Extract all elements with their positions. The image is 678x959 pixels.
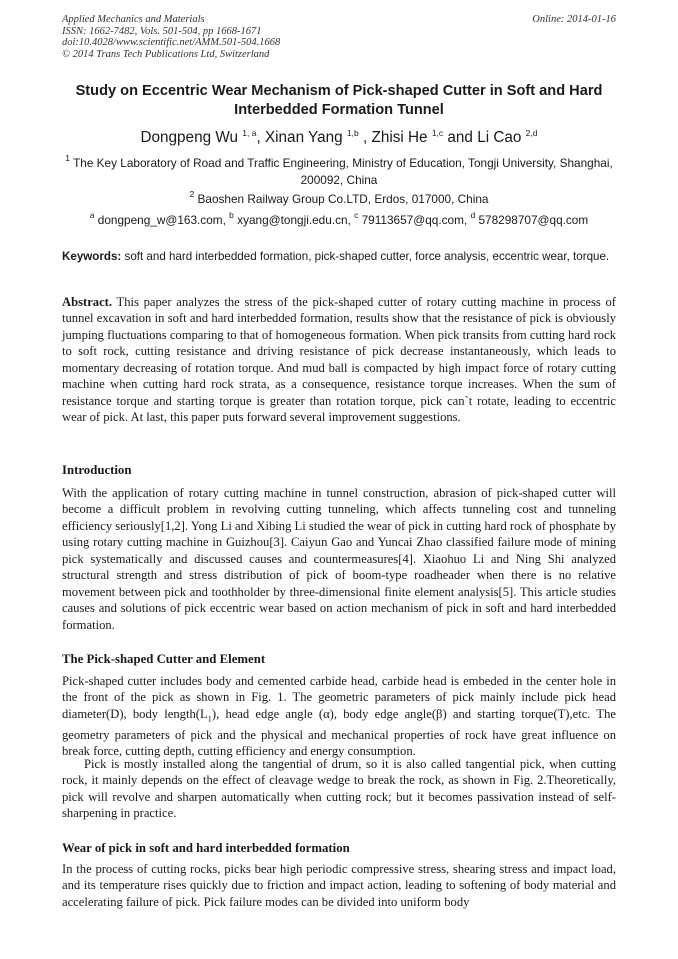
pick-cutter-paragraph-1 (62, 673, 616, 760)
paragraph-text: ), head edge angle (α), body edge angle(β) and starting torque(T),etc. The geometry parameters of pick and the physical and mechanical properties of rock have great influence on break force, cutting depth, cutting efficiency and energy consumption. (62, 706, 616, 759)
wear-paragraph: In the process of cutting rocks, picks bear high periodic compressive stress, shearing stress and impact load, and its temperature rises quickly due to friction and impact action, leading to softening of body material and accelerating failure of pick. Pick failure modes can be divided into uniform body (62, 862, 616, 909)
email-address[interactable]: xyang@tongji.edu.cn (237, 213, 348, 227)
doi-line: doi:10.4028/www.scientific.net/AMM.501-504.1668 (62, 37, 281, 48)
email-list: $^a$ dongpeng_w@163.com, $^b$ xyang@tongji.edu.cn, $^c$ 79113657@qq.com, $^d$ 578298707@qq.com (89, 210, 589, 227)
issn-line: ISSN: 1662-7482, Vols. 501-504, pp 1668-1671 (62, 25, 262, 37)
journal-name: Applied Mechanics and Materials (62, 14, 205, 25)
author-name: Li Cao (477, 129, 522, 146)
email-mark: d (470, 210, 476, 220)
author-name: Xinan Yang (264, 129, 343, 146)
copyright-line: © 2014 Trans Tech Publications Ltd, Switzerland (62, 48, 270, 60)
online-date: Online: 2014-01-16 (532, 14, 616, 25)
keywords (62, 250, 616, 265)
affiliation-mark: 2 (189, 189, 195, 199)
email-mark: a (89, 210, 95, 220)
email-mark: c (354, 210, 359, 220)
paper-title: Study on Eccentric Wear Mechanism of Pick-shaped Cutter in Soft and Hard Interbedded Formation Tunnel (75, 83, 603, 118)
journal-header (62, 14, 280, 60)
author-list: Dongpeng Wu $^{1, a}$, Xinan Yang $^{1,b}$ , Zhisi He $^{1,c}$ and Li Cao $^{2,d}$ (140, 128, 538, 146)
abstract (62, 294, 616, 426)
author-name: Zhisi He (371, 129, 428, 146)
author-affiliation-mark: 2,d (525, 128, 538, 138)
affiliation-mark: 1 (65, 153, 70, 163)
paragraph-text: Pick-shaped cutter includes body and cemented carbide head, carbide head is embeded in the center hole in the front of the pick as shown in Fig. 1. The geometric parameters of pick mainly include pick head diameter(D), body length(L (62, 674, 616, 721)
author-name: Dongpeng Wu (140, 129, 239, 146)
subscript: 1 (207, 713, 212, 724)
keywords-label: Keywords: (62, 250, 122, 263)
email-mark: b (229, 210, 234, 220)
section-heading-introduction: Introduction (62, 463, 132, 477)
affiliation-text: Baoshen Railway Group Co.LTD, Erdos, 017000, China (197, 192, 489, 206)
affiliation-2 (62, 191, 616, 208)
section-heading-pick-cutter: The Pick-shaped Cutter and Element (62, 652, 266, 666)
affiliation-text: The Key Laboratory of Road and Traffic Engineering, Ministry of Education, Tongji University, Shanghai, 200092, China (73, 156, 613, 187)
affiliation-1 (62, 155, 616, 189)
email-address[interactable]: dongpeng_w@163.com (97, 213, 223, 227)
introduction-paragraph: With the application of rotary cutting machine in tunnel construction, abrasion of pick-shaped cutter will become a difficult problem in revolving cutting tunneling, which affects tunneling cost and tunneling efficiency seriously[1,2]. Yong Li and Xibing Li studied the wear of pick in cutting hard rock of phosphate by using rotary cutting machine in Guizhou[3]. Caiyun Gao and Yuncai Zhao classified failure mode of mining pick systematically and discussed causes and countermeasures[4]. Xiaohuo Li and Ning Shi analyzed structural strength and stress distribution of pick of boom-type roadheader when there is no relative movement between pick and toothholder by three-dimensional finite element analysis[5]. This article studies causes and solutions of pick eccentric wear based on action mechanism of pick in soft and hard interbedded formation. (62, 486, 616, 632)
section-heading-wear: Wear of pick in soft and hard interbedded formation (62, 841, 350, 855)
author-affiliation-mark: 1,b (346, 128, 359, 138)
abstract-text: This paper analyzes the stress of the pick-shaped cutter of rotary cutting machine in process of tunnel excavation in soft and hard interbedded formation, results show that the resistance of pick is obviously jumping fluctuations comparing to that of homogeneous formation. When pick transits from cutting hard rock to soft rock, cutting resistance and driving resistance of pick decrease instantaneously, which leads to momentary decreasing of rotation torque. And mud ball is compacted by high impact force of rotary cutting machine when cutting hard rock strata, as a consequence, resistance torque increases. When the sum of resistance torque and starting torque is greater than rotation torque, pick can`t rotate, leading to eccentric wear of pick. At last, this paper puts forward several improvement suggestions. (62, 295, 617, 425)
author-affiliation-mark: 1,c (431, 128, 444, 138)
email-address[interactable]: 79113657@qq.com (361, 213, 464, 227)
pick-cutter-paragraph-2: Pick is mostly installed along the tangential of drum, so it is also called tangential pick, when cutting rock, it mainly depends on the effect of cleavage wedge to break the rock, as shown in Fig. 2.Theoretically, pick will revolve and sharpen automatically when cutting rock; but it becomes passivation instead of self-sharpening in practice. (62, 757, 616, 821)
keywords-text: soft and hard interbedded formation, pick-shaped cutter, force analysis, eccentric wear, torque. (124, 250, 610, 263)
author-affiliation-mark: 1, a (242, 128, 257, 138)
abstract-label: Abstract. (62, 295, 113, 309)
email-address[interactable]: 578298707@qq.com (478, 213, 589, 227)
